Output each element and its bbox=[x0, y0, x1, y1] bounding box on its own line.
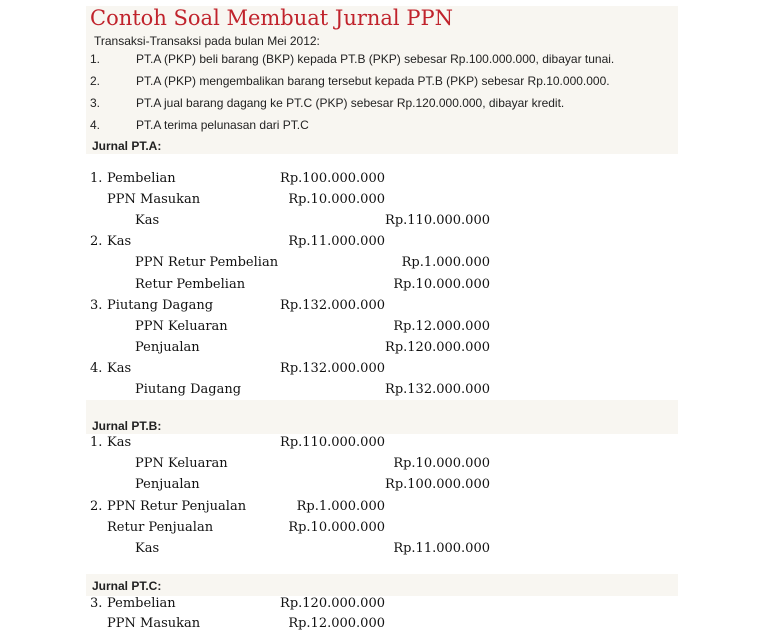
debit-amount: Rp.11.000.000 bbox=[288, 234, 385, 249]
debit-amount: Rp.1.000.000 bbox=[296, 499, 385, 514]
credit-amount: Rp.100.000.000 bbox=[385, 477, 490, 492]
shaded-band-pt-c bbox=[86, 574, 678, 596]
debit-amount: Rp.12.000.000 bbox=[288, 616, 385, 631]
transaction-number: 3. bbox=[90, 96, 101, 110]
account-name: Piutang Dagang bbox=[135, 382, 242, 397]
credit-amount: Rp.10.000.000 bbox=[393, 456, 490, 471]
entry-number: 3. bbox=[90, 298, 103, 313]
journal-row bbox=[0, 541, 768, 561]
journal-row bbox=[0, 277, 768, 297]
account-name: PPN Masukan bbox=[107, 616, 201, 631]
transaction-number: 2. bbox=[90, 74, 101, 88]
transaction-text: PT.A (PKP) mengembalikan barang tersebut kepada PT.B (PKP) sebesar Rp.10.000.000. bbox=[136, 74, 610, 88]
journal-row bbox=[0, 382, 768, 402]
credit-amount: Rp.11.000.000 bbox=[393, 541, 490, 556]
debit-amount: Rp.100.000.000 bbox=[280, 171, 385, 186]
journal-row bbox=[0, 520, 768, 540]
journal-row bbox=[0, 477, 768, 497]
account-name: Penjualan bbox=[135, 477, 200, 492]
page-title: Contoh Soal Membuat Jurnal PPN bbox=[90, 6, 453, 30]
entry-number: 2. bbox=[90, 499, 103, 514]
account-name: Kas bbox=[107, 435, 132, 450]
debit-amount: Rp.120.000.000 bbox=[280, 596, 385, 611]
entry-number: 1. bbox=[90, 171, 103, 186]
account-name: PPN Masukan bbox=[107, 192, 201, 207]
journal-row bbox=[0, 361, 768, 381]
journal-row bbox=[0, 171, 768, 191]
account-name: Kas bbox=[107, 361, 132, 376]
account-name: Pembelian bbox=[107, 171, 176, 186]
credit-amount: Rp.132.000.000 bbox=[385, 382, 490, 397]
account-name: PPN Keluaran bbox=[135, 456, 228, 471]
journal-row bbox=[0, 340, 768, 360]
account-name: Kas bbox=[135, 541, 160, 556]
debit-amount: Rp.10.000.000 bbox=[288, 192, 385, 207]
debit-amount: Rp.132.000.000 bbox=[280, 361, 385, 376]
journal-heading-pt-a: Jurnal PT.A: bbox=[92, 139, 162, 153]
intro-text: Transaksi-Transaksi pada bulan Mei 2012: bbox=[94, 34, 320, 48]
journal-row bbox=[0, 319, 768, 339]
account-name: Piutang Dagang bbox=[107, 298, 214, 313]
credit-amount: Rp.120.000.000 bbox=[385, 340, 490, 355]
account-name: PPN Keluaran bbox=[135, 319, 228, 334]
debit-amount: Rp.10.000.000 bbox=[288, 520, 385, 535]
journal-row bbox=[0, 499, 768, 519]
journal-row bbox=[0, 298, 768, 318]
account-name: Retur Pembelian bbox=[135, 277, 246, 292]
account-name: PPN Retur Pembelian bbox=[135, 255, 279, 270]
journal-heading-pt-b: Jurnal PT.B: bbox=[92, 419, 162, 433]
transaction-text: PT.A (PKP) beli barang (BKP) kepada PT.B (PKP) sebesar Rp.100.000.000, dibayar tunai. bbox=[136, 52, 615, 66]
journal-row bbox=[0, 192, 768, 212]
entry-number: 2. bbox=[90, 234, 103, 249]
entry-number: 3. bbox=[90, 596, 103, 611]
debit-amount: Rp.132.000.000 bbox=[280, 298, 385, 313]
account-name: Kas bbox=[135, 213, 160, 228]
journal-row bbox=[0, 596, 768, 616]
account-name: Kas bbox=[107, 234, 132, 249]
journal-row bbox=[0, 456, 768, 476]
journal-row bbox=[0, 255, 768, 275]
entry-number: 4. bbox=[90, 361, 103, 376]
entry-number: 1. bbox=[90, 435, 103, 450]
credit-amount: Rp.10.000.000 bbox=[393, 277, 490, 292]
credit-amount: Rp.12.000.000 bbox=[393, 319, 490, 334]
account-name: PPN Retur Penjualan bbox=[107, 499, 247, 514]
credit-amount: Rp.110.000.000 bbox=[385, 213, 490, 228]
debit-amount: Rp.110.000.000 bbox=[280, 435, 385, 450]
journal-row bbox=[0, 616, 768, 636]
credit-amount: Rp.1.000.000 bbox=[401, 255, 490, 270]
journal-row bbox=[0, 435, 768, 455]
shaded-band-pt-b bbox=[86, 400, 678, 434]
account-name: Pembelian bbox=[107, 596, 176, 611]
transaction-number: 1. bbox=[90, 52, 101, 66]
transaction-number: 4. bbox=[90, 118, 101, 132]
journal-heading-pt-c: Jurnal PT.C: bbox=[92, 579, 162, 593]
journal-row bbox=[0, 234, 768, 254]
transaction-text: PT.A jual barang dagang ke PT.C (PKP) sebesar Rp.120.000.000, dibayar kredit. bbox=[136, 96, 565, 110]
journal-row bbox=[0, 213, 768, 233]
transaction-text: PT.A terima pelunasan dari PT.C bbox=[136, 118, 309, 132]
account-name: Retur Penjualan bbox=[107, 520, 214, 535]
account-name: Penjualan bbox=[135, 340, 200, 355]
